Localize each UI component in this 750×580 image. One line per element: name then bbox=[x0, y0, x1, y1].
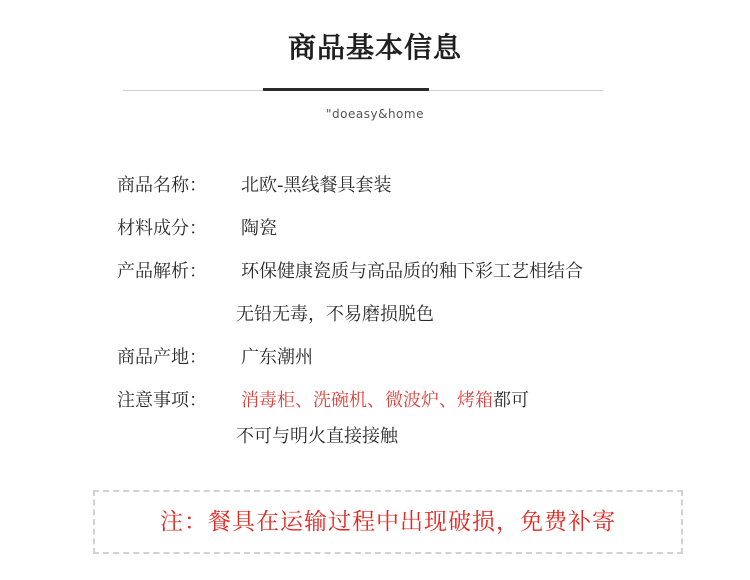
info-label-material: 材料成分： bbox=[117, 218, 207, 239]
page-title: 商品基本信息 bbox=[287, 31, 462, 64]
info-row-notes bbox=[117, 389, 529, 413]
info-value-material: 陶瓷 bbox=[241, 218, 277, 239]
info-row-origin bbox=[117, 346, 313, 370]
info-value-notes-highlight: 消毒柜、洗碗机、微波炉、烤箱 bbox=[241, 390, 493, 411]
info-value-origin: 广东潮州 bbox=[241, 347, 313, 368]
info-value-notes-line2: 不可与明火直接接触 bbox=[236, 426, 398, 447]
info-value-analysis-line1: 环保健康瓷质与高品质的釉下彩工艺相结合 bbox=[241, 261, 583, 282]
info-value-name: 北欧-黑线餐具套装 bbox=[241, 175, 392, 196]
info-label-notes: 注意事项： bbox=[117, 390, 207, 411]
notice-text: 注：餐具在运输过程中出现破损，免费补寄 bbox=[160, 509, 616, 535]
info-label-analysis: 产品解析： bbox=[117, 261, 207, 282]
info-label-name: 商品名称： bbox=[117, 175, 207, 196]
info-row-analysis bbox=[117, 260, 583, 284]
info-value-analysis-line2: 无铅无毒，不易磨损脱色 bbox=[236, 304, 434, 325]
title-divider-accent bbox=[263, 88, 429, 91]
info-value-notes-suffix: 都可 bbox=[493, 390, 529, 411]
notice-box bbox=[93, 490, 683, 554]
info-row-material bbox=[117, 217, 277, 241]
info-row-name bbox=[117, 174, 392, 198]
brand-subtitle: "doeasy&home bbox=[326, 107, 424, 121]
info-label-origin: 商品产地： bbox=[117, 347, 207, 368]
